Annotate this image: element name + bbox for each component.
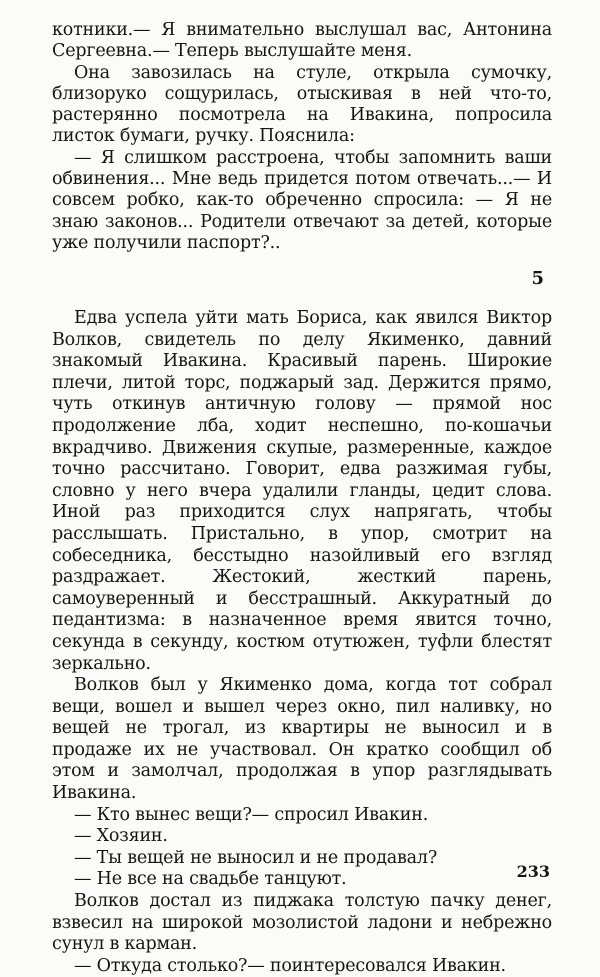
chapter-number: 5 <box>531 268 544 289</box>
dialogue-line: — Ты вещей не выносил и не продавал? <box>74 847 438 868</box>
dialogue-line: — Кто вынес вещи?— спросил Ивакин. <box>74 804 429 825</box>
text-block-top <box>52 20 552 254</box>
paragraph: Волков был у Якименко дома, когда тот собрал вещи, вошел и вышел через окно, пил наливку, но вещей не трогал, из квартиры не выносил и в продаже их не участвовал. Он кратко сообщил об этом и замолчал, продолжая в упор разглядывать Ивакина. <box>52 675 552 804</box>
dialogue-line: — Не все на свадьбе танцуют. <box>74 869 347 890</box>
dialogue-line: — Откуда столько?— поинтересовался Ивакин. <box>74 955 506 976</box>
paragraph: Волков достал из пиджака толстую пачку денег, взвесил на широкой мозолистой ладони и небрежно сунул в карман. <box>52 891 552 955</box>
paragraph: котники.— Я внимательно выслушал вас, Антонина Сергеевна.— Теперь выслушайте меня. <box>52 20 552 62</box>
paragraph: Едва успела уйти мать Бориса, как явился Виктор Волков, свидетель по делу Якименко, давний знакомый Ивакина. Красивый парень. Широкие плечи, литой торс, поджарый зад. Держится прямо, чуть откинув античную голову — прямой нос продолжение лба, ходит неспешно, по-кошачьи вкрадчиво. Движения скупые, размеренные, каждое точно рассчитано. Говорит, едва разжимая губы, словно у него вчера удалили гланды, цедит слова. Иной раз приходится слух напрягать, чтобы расслышать. Пристально, в упор, смотрит на собеседника, бесстыдно назойливый его взгляд раздражает. Жестокий, жесткий парень, самоуверенный и бесстрашный. Аккуратный до педантизма: в назначенное время явится точно, секунда в секунду, костюм отутюжен, туфли блестят зеркально. <box>52 308 552 674</box>
dialogue-line: — Хозяин. <box>74 826 168 847</box>
page-number: 233 <box>516 862 550 881</box>
text-block-main <box>52 308 552 977</box>
paragraph: — Я слишком расстроена, чтобы запомнить ваши обвинения... Мне ведь придется потом отвечать...— И совсем робко, как-то обреченно спросила: — Я не знаю законов... Родители отвечают за детей, которые уже получили паспорт?.. <box>52 147 552 253</box>
paragraph: Она завозилась на стуле, открыла сумочку, близоруко сощурилась, отыскивая в ней что-то, растерянно посмотрела на Ивакина, попросила листок бумаги, ручку. Пояснила: <box>52 62 552 147</box>
